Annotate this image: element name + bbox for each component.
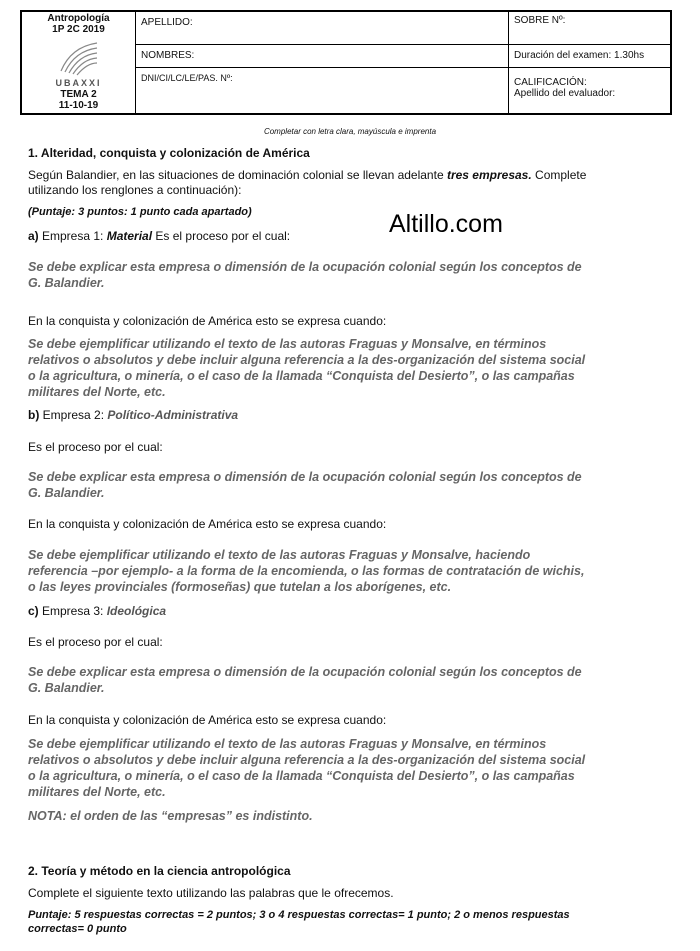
nombres-field[interactable]: NOMBRES: [141, 50, 195, 61]
answer-line: Se debe explicar esta empresa o dimensión de la ocupación colonial según los conceptos de [28, 470, 582, 484]
watermark: Altillo.com [389, 210, 503, 238]
answer-a-ejemplo [28, 336, 585, 400]
answer-line: Se debe ejemplificar utilizando el texto de las autoras Fraguas y Monsalve, en términos [28, 337, 547, 351]
section-1-title: 1. Alteridad, conquista y colonización de América [28, 146, 310, 160]
duracion-label: Duración del examen: 1.30hs [514, 50, 645, 61]
apellido-field[interactable]: APELLIDO: [141, 17, 193, 28]
tema-label: TEMA 2 [60, 89, 97, 100]
exam-date: 11-10-19 [58, 100, 99, 111]
section-2-title: 2. Teoría y método en la ciencia antropológica [28, 864, 291, 878]
intro-emphasis: tres empresas. [446, 168, 532, 182]
answer-line: Se debe ejemplificar utilizando el texto de las autoras Fraguas y Monsalve, en términos [28, 737, 547, 751]
proceso-prompt-b: Es el proceso por el cual: [28, 440, 163, 454]
exam-id-block [22, 12, 135, 113]
answer-line: relativos o absolutos y debe incluir alguna referencia a la des-organización del sistema social [28, 353, 586, 367]
answer-line: Se debe explicar esta empresa o dimensión de la ocupación colonial según los conceptos de [28, 260, 582, 274]
sobre-field[interactable]: SOBRE Nº: [514, 15, 566, 26]
item-c-letter: c) [28, 604, 39, 618]
proceso-prompt-c: Es el proceso por el cual: [28, 635, 163, 649]
item-a-rest: Es el proceso por el cual: [152, 229, 291, 243]
item-b-label: Empresa 2: [39, 408, 108, 422]
item-a-label: Empresa 1: [38, 229, 107, 243]
item-a-heading [28, 229, 290, 244]
answer-line: Se debe ejemplificar utilizando el texto de las autoras Fraguas y Monsalve, haciendo [28, 548, 531, 562]
intro-text-post: Complete [531, 168, 587, 182]
item-c-label: Empresa 3: [38, 604, 107, 618]
header-divider [135, 67, 670, 68]
answer-line: o la agricultura, o minería, o el caso de la llamada “Conquista del Desierto”, o las campañas [28, 369, 575, 383]
exam-header-box [20, 10, 672, 115]
answer-line: G. Balandier. [28, 681, 105, 695]
answer-line: Se debe explicar esta empresa o dimensión de la ocupación colonial según los conceptos de [28, 665, 582, 679]
answer-line: relativos o absolutos y debe incluir alguna referencia a la des-organización del sistema social [28, 753, 586, 767]
points-line: correctas= 0 punto [28, 923, 127, 935]
answer-line: referencia –por ejemplo- a la forma de la encomienda, o las formas de contratación de wichis, [28, 564, 585, 578]
subject-label: Antropología [47, 13, 110, 24]
section-1-points: (Puntaje: 3 puntos: 1 punto cada apartado) [28, 206, 252, 218]
period-label: 1P 2C 2019 [52, 24, 105, 35]
section-2-intro: Complete el siguiente texto utilizando las palabras que le ofrecemos. [28, 886, 394, 900]
answer-b-ejemplo [28, 547, 584, 595]
answer-line: G. Balandier. [28, 486, 105, 500]
item-a-name: Material [106, 229, 153, 243]
answer-line: militares del Norte, etc. [28, 385, 166, 399]
item-c-heading [28, 604, 166, 619]
calificacion-label: CALIFICACIÓN: [514, 77, 587, 88]
item-b-name: Político-Administrativa [107, 408, 239, 422]
calificacion-block[interactable] [509, 74, 620, 102]
instruction-note: Completar con letra clara, mayúscula e imprenta [263, 127, 437, 136]
section-2-points [28, 908, 570, 936]
nota-empresas: NOTA: el orden de las “empresas” es indistinto. [28, 809, 313, 823]
item-b-letter: b) [28, 408, 40, 422]
answer-c-ejemplo [28, 736, 585, 800]
section-1-intro-line2: utilizando los renglones a continuación): [28, 183, 242, 197]
item-a-letter: a) [28, 229, 39, 243]
conquista-prompt-b: En la conquista y colonización de América esto se expresa cuando: [28, 517, 387, 531]
answer-line: o las leyes provinciales (formoseñas) que tutelan a los aborígenes, etc. [28, 580, 452, 594]
conquista-prompt-c: En la conquista y colonización de América esto se expresa cuando: [28, 713, 387, 727]
answer-line: militares del Norte, etc. [28, 785, 166, 799]
header-divider [135, 44, 670, 45]
item-c-name: Ideológica [106, 604, 167, 618]
ubaxxi-logo-icon [57, 41, 101, 77]
answer-a-explicar [28, 259, 582, 291]
answer-line: o la agricultura, o minería, o el caso de la llamada “Conquista del Desierto”, o las campañas [28, 769, 575, 783]
evaluador-label: Apellido del evaluador: [514, 88, 616, 99]
points-line: Puntaje: 5 respuestas correctas = 2 puntos; 3 o 4 respuestas correctas= 1 punto; 2 o menos respuestas [28, 909, 570, 921]
institution-name: UBAXXI [55, 78, 102, 88]
item-b-heading [28, 408, 238, 423]
conquista-prompt-a: En la conquista y colonización de América esto se expresa cuando: [28, 314, 387, 328]
section-1-intro-line1 [28, 168, 586, 183]
answer-line: G. Balandier. [28, 276, 105, 290]
answer-b-explicar [28, 469, 582, 501]
answer-c-explicar [28, 664, 582, 696]
intro-text: Según Balandier, en las situaciones de dominación colonial se llevan adelante [28, 168, 447, 182]
dni-field[interactable]: DNI/CI/LC/LE/PAS. Nº: [141, 73, 233, 83]
